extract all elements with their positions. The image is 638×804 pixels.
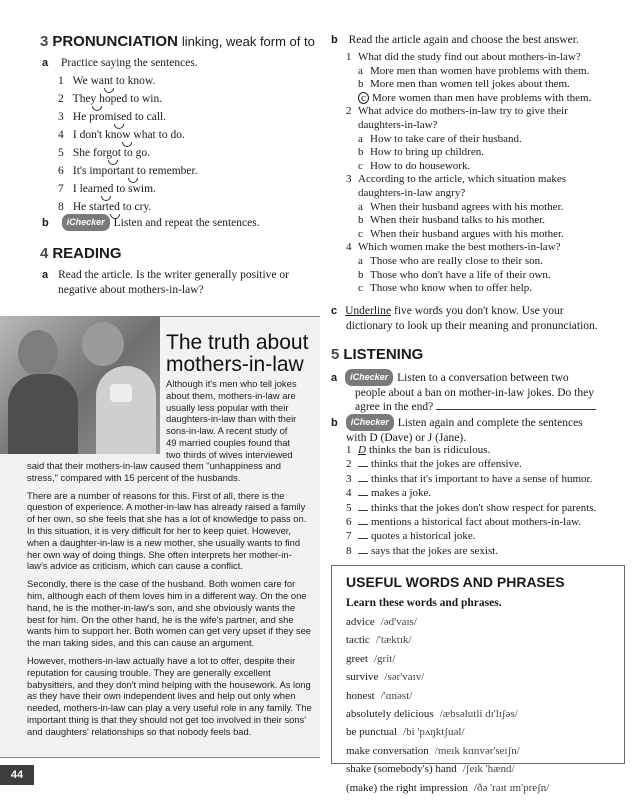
list-item: 5 She forgot to go. [58,147,150,159]
list-item: 2 thinks that the jokes are offensive. [346,458,522,471]
answer-filled[interactable]: D [358,444,366,456]
option[interactable]: b When their husband talks to his mother. [358,214,546,227]
reading-heading [40,245,122,263]
word-row: be punctual /bi 'pʌŋktʃuəl/ [346,726,465,739]
listening-items [346,444,626,559]
list-item: 3 thinks that it's important to have a sense of humor. [346,472,593,485]
option[interactable]: a Those who are really close to their son. [358,254,543,267]
listening-heading [331,346,423,364]
option[interactable]: b Those who don't have a life of their own. [358,268,551,281]
answer-circle-icon: c [358,92,369,104]
section-title: READING [52,245,122,262]
list-item: 1 We want to know. [58,75,156,87]
section-number: 4 [40,245,49,262]
list-item: 8 says that the jokes are sexist. [346,544,499,557]
article-title: The truth about mothers-in-law [166,331,309,376]
exercise-letter: c [331,305,338,317]
article-body [27,460,312,742]
list-item: 8 He started to cry. [58,201,152,213]
list-item: 3 He promised to call. [58,111,167,123]
exercise-letter: a [42,269,49,281]
article-intro-lines: Although it's men who tell jokes about them, mothers-in-law are usually less popular with their daughters-in-law than with their sons-in-law. A recent study of 49 married couples found that two thirds of wives interviewed [166,378,297,460]
option[interactable]: a When their husband agrees with his mother. [358,200,564,213]
section-number: 3 [40,33,49,50]
answer-blank[interactable] [358,553,368,554]
word-row: survive /sər'vaɪv/ [346,671,425,684]
useful-words-title: USEFUL WORDS AND PHRASES [346,574,565,590]
option[interactable]: c Those who know when to offer help. [358,282,533,295]
list-item: 4 makes a joke. [346,487,432,500]
question: 2 What advice do mothers-in-law try to give their [346,105,568,118]
list-item: 1 D thinks the ban is ridiculous. [346,444,491,456]
list-item: 4 I don't know what to do. [58,129,185,141]
pronunciation-sentences [58,74,318,218]
option[interactable]: b More men than women tell jokes about them. [358,78,570,91]
exercise-4c: c Underline five words you don't know. Use your dictionary to look up their meaning and pronunciation. [331,305,598,332]
article-photo [0,316,160,454]
word-row: honest /'ɑnəst/ [346,689,413,702]
option[interactable]: b How to bring up children. [358,146,484,159]
word-list [346,613,621,797]
answer-line[interactable] [436,409,596,410]
article-paragraph: Secondly, there is the case of the husband. Both women care for him, although each of them loves him in a different way. On the one hand, he is the mother-in-law's son, and she obviously wants the best for him. On the other hand, he is the wife's partner, and she wants him to support her. Both women can get very upset if they see the man taking sides, and this can cause an argument. [27,578,312,649]
exercise-letter: a [331,372,338,384]
answer-blank[interactable] [358,524,368,525]
word-row: tactic /'tæktɪk/ [346,634,412,647]
word-row: advice /əd'vaɪs/ [346,616,417,628]
option[interactable]: c When their husband argues with his mother. [358,227,564,240]
option-selected[interactable]: c More women than men have problems with them. [358,92,626,106]
list-item: 5 thinks that the jokes don't show respect for parents. [346,501,597,514]
question-cont: daughters-in-law? [358,118,438,131]
section-title: PRONUNCIATION [52,33,178,50]
exercise-5a: a iChecker Listen to a conversation between two people about a ban on mother-in-law jokes. Do they agree in the end? [331,369,626,415]
word-row: make conversation /meɪk kɑnvər'seɪʃn/ [346,744,520,757]
word-row: shake (somebody's) hand /ʃeɪk 'hænd/ [346,763,515,776]
ichecker-badge[interactable]: iChecker [62,214,110,231]
page-number: 44 [0,765,34,785]
exercise-instruction: Read the article again and choose the best answer. [348,34,579,46]
exercise-instruction: Practice saying the sentences. [61,57,198,69]
list-item: 7 quotes a historical joke. [346,530,476,543]
question: 4 Which women make the best mothers-in-law? [346,241,561,254]
pronunciation-heading [40,33,315,51]
question: 1 What did the study find out about mothers-in-law? [346,51,581,63]
section-subtitle: linking, weak form of to [181,34,315,49]
exercise-4b [331,33,579,48]
exercise-letter: a [42,57,49,69]
answer-blank[interactable] [358,466,368,467]
reading-questions [346,51,626,296]
answer-blank[interactable] [358,481,368,482]
ichecker-badge[interactable]: iChecker [345,369,393,386]
exercise-letter: b [331,34,338,46]
word-row: greet /grit/ [346,652,396,665]
useful-words-subtitle: Learn these words and phrases. [346,597,502,609]
exercise-4a: a Read the article. Is the writer generally positive or negative about mothers-in-law? [42,269,289,296]
option[interactable]: a How to take care of their husband. [358,132,522,145]
option[interactable]: a More men than women have problems with them. [358,64,590,77]
option[interactable]: c How to do housework. [358,159,471,172]
answer-blank[interactable] [358,495,368,496]
exercise-letter: b [331,417,338,429]
exercise-instruction: Listen and repeat the sentences. [113,217,260,229]
question-cont: daughters-in-law angry? [358,186,466,199]
exercise-3a [42,56,198,71]
section-title: LISTENING [343,346,424,363]
section-number: 5 [331,346,340,363]
list-item: 6 mentions a historical fact about mothers-in-law. [346,515,582,528]
exercise-5b: b iChecker Listen again and complete the sentences with D (Dave) or J (Jane). [331,414,626,445]
ichecker-badge[interactable]: iChecker [346,414,394,431]
list-item: 2 They hoped to win. [58,93,163,105]
list-item: 7 I learned to swim. [58,183,156,195]
list-item: 6 It's important to remember. [58,165,198,177]
article-paragraph: There are a number of reasons for this. First of all, there is the question of experience. A mother-in-law has already raised a family of her own, so she feels that she has a lot of knowledge to pass on. In this situation, it is very difficult for her to keep quiet. However, when a daughter-in-law is a new mother, she usually wants to find her own way of doing things. She often interprets her mother-in-law's advice as criticism, which can cause a conflict. [27,489,307,572]
word-row: absolutely delicious /æbsəlutli dɪ'lɪʃəs/ [346,708,518,721]
article-paragraph: said that their mothers-in-law caused them "unhappiness and stress," compared with 15 percent of the husbands. [27,460,281,483]
exercise-3b [42,214,260,231]
answer-blank[interactable] [358,510,368,511]
word-row: (make) the right impression /ðə 'raɪt ɪm'preʃn/ [346,781,550,794]
article-paragraph: However, mothers-in-law actually have a lot to offer, despite their reputation for causing trouble. They are generally excellent babysitters, and they don't mind helping with the housework. As long as they have their own independent lives and help out only when needed, mothers-in-law can play a very useful role in any family. The important thing is that they should not get too involved in their sons' and daughters' relationships so that nobody feels bad. [27,654,312,737]
answer-blank[interactable] [358,538,368,539]
question: 3 According to the article, which situation makes [346,173,567,186]
exercise-letter: b [42,217,49,229]
